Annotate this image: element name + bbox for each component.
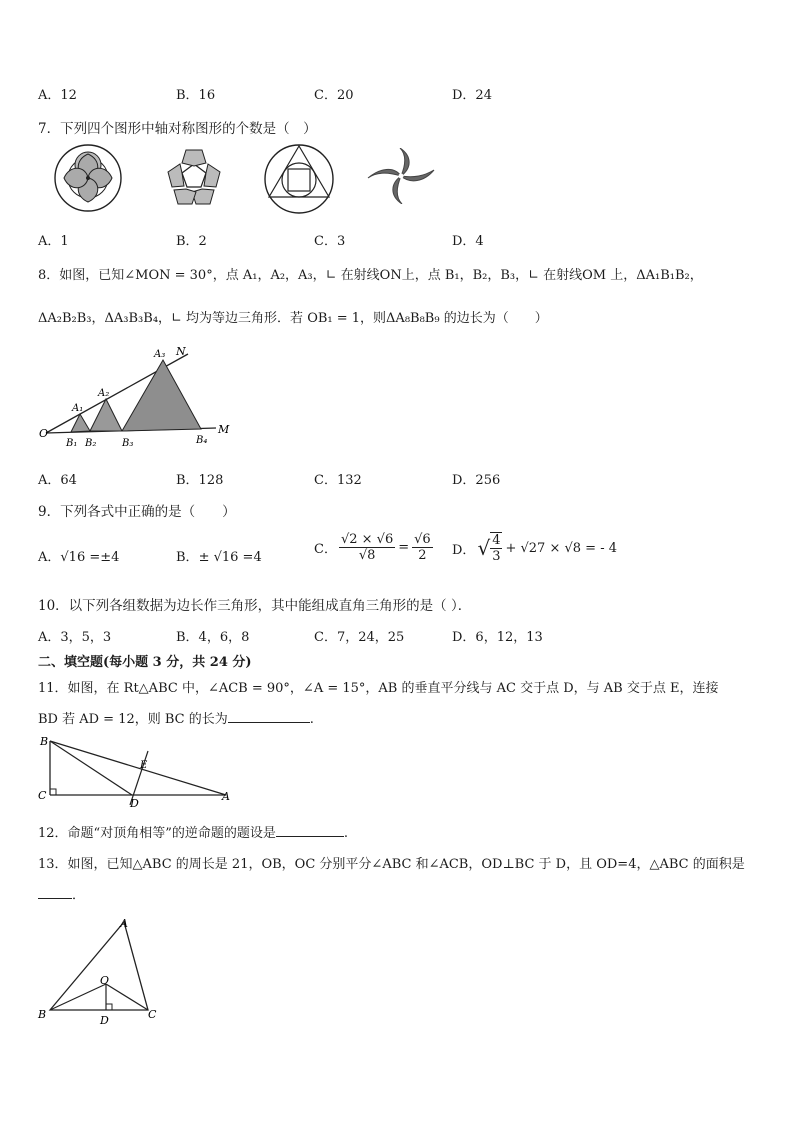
q11-question-line1: 11．如图，在 Rt△ABC 中，∠ACB = 90°，∠A = 15°，AB 的垂直平分线与 AC 交于点 D，与 AB 交于点 E，连接	[38, 681, 719, 696]
fig-label-o: O	[39, 427, 49, 440]
q9-option-b	[176, 546, 262, 565]
q13-question-line1: 13．如图，已知△ABC 的周长是 21，OB，OC 分别平分∠ABC 和∠ACB，OD⊥BC 于 D，且 OD=4，△ABC 的面积是	[38, 857, 745, 872]
q12-question	[38, 822, 348, 841]
q9-option-c-result-num: √6	[414, 532, 431, 547]
q9-option-d-label: D．	[452, 542, 476, 558]
q10-question: 10．以下列各组数据为边长作三角形，其中能组成直角三角形的是（ ）．	[38, 598, 472, 614]
section-title-fill-in: 二、填空题(每小题 3 分，共 24 分)	[38, 655, 252, 670]
sqrt-icon: √	[477, 536, 491, 560]
q12-answer-blank[interactable]	[276, 824, 344, 837]
q7-option-c: C．3	[314, 234, 346, 249]
fig-label-b2: B₂	[85, 438, 97, 449]
q9-option-d-denominator: 3	[492, 549, 501, 564]
fig-label-n: N	[176, 345, 186, 358]
fig-label-b: B	[38, 1008, 47, 1021]
q13-question-line2	[38, 884, 85, 903]
q9-option-d-fraction	[490, 532, 502, 564]
q9-question: 9．下列各式中正确的是（ ）	[38, 504, 236, 520]
q10-option-c: C．7，24，25	[314, 630, 405, 645]
q7-option-b: B．2	[176, 234, 207, 249]
q9-option-c-fraction	[339, 532, 395, 563]
fig-label-c: C	[38, 789, 47, 802]
q10-option-b: B．4，6，8	[176, 630, 250, 645]
q7-figure-circle-triangle-square	[262, 142, 336, 220]
q9-option-d-numerator: 4	[492, 533, 501, 548]
q11-answer-blank[interactable]	[228, 710, 310, 723]
q7-figure-four-petal	[52, 142, 124, 218]
q7-option-a: A．1	[38, 234, 69, 249]
q8-option-b: B．128	[176, 473, 224, 488]
q10-option-a: A．3，5，3	[38, 630, 112, 645]
q11-question-line2-post: .	[309, 712, 314, 727]
fig-label-o: O	[100, 974, 110, 987]
q13-figure-triangle-incenter	[36, 912, 166, 1031]
fig-label-m: M	[218, 423, 230, 436]
q9-option-c-numerator: √2 × √6	[340, 532, 394, 547]
q9-option-c-denominator: √8	[358, 548, 376, 563]
fig-label-a1: A₁	[72, 403, 84, 414]
q9-option-d-rest: + √27 × √8 = - 4	[505, 540, 617, 556]
q9-option-b-expr: ± √16 =4	[198, 550, 262, 565]
fig-label-d: D	[130, 797, 139, 809]
q9-option-a-expr: √16 =±4	[60, 550, 120, 565]
q9-option-a-label: A．	[38, 550, 61, 565]
fig-label-a: A	[120, 917, 128, 930]
q9-option-c-equals: =	[398, 540, 410, 555]
q8-figure-triangles	[36, 342, 236, 456]
q10-option-d: D．6，12，13	[452, 630, 543, 645]
q13-question-line2-post: ．	[72, 888, 86, 903]
q11-figure-right-triangle	[36, 733, 246, 813]
q9-option-d	[452, 532, 617, 564]
q8-question-line1: 8．如图，已知∠MON = 30°，点 A₁，A₂，A₃，∟ 在射线ON上，点 B₁，B₂，B₃，∟ 在射线OM 上，ΔA₁B₁B₂，	[38, 268, 703, 283]
q11-question-line2	[38, 708, 314, 727]
fig-label-e: E	[140, 760, 148, 771]
fig-label-d: D	[100, 1014, 109, 1027]
q12-question-text: 12．命题“对顶角相等”的逆命题的题设是	[38, 826, 276, 841]
fig-label-c: C	[148, 1008, 157, 1021]
q8-option-d: D．256	[452, 473, 501, 488]
q6-option-a: A．12	[38, 88, 77, 103]
q7-figure-pinwheel	[366, 148, 436, 208]
q8-option-a: A．64	[38, 473, 77, 488]
q11-question-line2-text: BD 若 AD = 12，则 BC 的长为	[38, 712, 228, 727]
fig-label-b: B	[40, 735, 49, 748]
fig-label-a2: A₂	[98, 388, 110, 399]
q8-option-c: C．132	[314, 473, 362, 488]
q7-figure-pentagon-flower	[158, 142, 230, 216]
q7-option-d: D．4	[452, 234, 484, 249]
fig-label-b3: B₃	[122, 438, 134, 449]
q7-question: 7．下列四个图形中轴对称图形的个数是（ ）	[38, 121, 317, 137]
q9-option-a	[38, 546, 119, 565]
q9-option-c-label: C．	[314, 542, 337, 557]
q6-option-d: D．24	[452, 88, 492, 103]
q9-option-c	[314, 532, 433, 563]
q6-option-b: B．16	[176, 88, 216, 103]
q12-question-post: .	[343, 826, 348, 841]
q9-option-b-label: B．	[176, 550, 199, 565]
fig-label-a3: A₃	[154, 349, 166, 360]
q6-option-c: C．20	[314, 88, 354, 103]
q8-question-line2: ΔA₂B₂B₃，ΔA₃B₃B₄，∟ 均为等边三角形．若 OB₁ = 1，则ΔA₈B₈B₉ 的边长为（ ）	[38, 311, 548, 326]
q9-option-c-result-den: 2	[418, 548, 427, 563]
fig-label-b1: B₁	[66, 438, 78, 449]
fig-label-a: A	[222, 790, 230, 803]
q13-answer-blank[interactable]	[38, 886, 72, 899]
q9-option-c-result	[412, 532, 433, 563]
fig-label-b4: B₄	[196, 435, 208, 446]
